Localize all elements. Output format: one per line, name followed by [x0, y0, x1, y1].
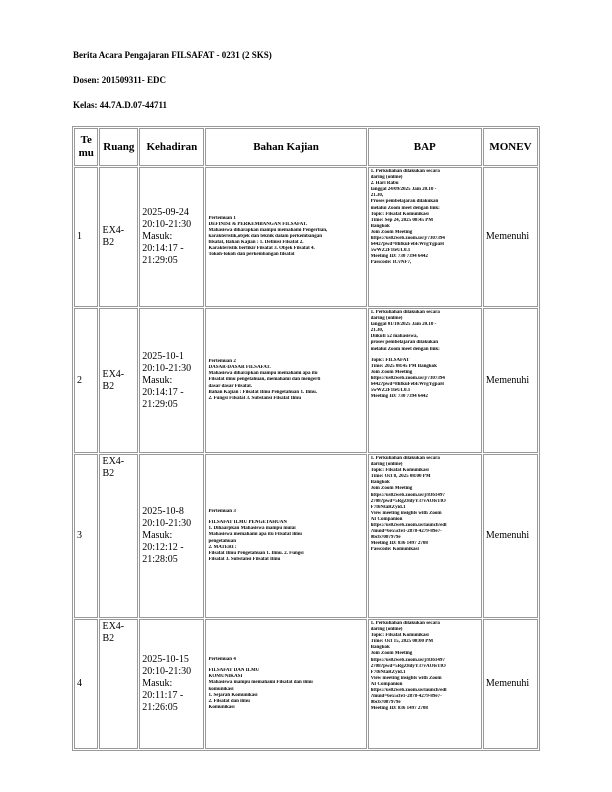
- masuk-time: 20:12:12 - 21:28:05: [142, 542, 184, 565]
- kelas-line: Kelas: 44.7A.D.07-44711: [73, 100, 167, 110]
- bap-line: Diikuti 52 mahasiswa,: [370, 334, 418, 340]
- bahan-line: Filsafat ilmu pengetahuan, memahami dan mengerti: [208, 377, 321, 383]
- bap-line: https://us02web.zoom.us/j/7307394: [370, 375, 445, 381]
- bap-line: Topic: FILSAFAT: [370, 357, 410, 363]
- bap-line: Time: Oct 15, 2025 08:00 PM: [370, 639, 434, 645]
- monev-status: Memenuhi: [485, 374, 530, 386]
- cell-kehadiran: [139, 619, 204, 749]
- document-title: Berita Acara Pengajaran FILSAFAT - 0231 (2 SKS): [73, 50, 272, 60]
- session-time: 20:10-21:30: [142, 219, 192, 230]
- bahan-line: komunikasi: [208, 686, 234, 692]
- bahan-line: Filsafat Ilmu Pengetahuan 1. Ilmu. 2. Fungsi: [208, 550, 304, 556]
- bap-line: https://us02web.zoom.us/j/7307394: [370, 236, 445, 242]
- cell-kehadiran: [139, 454, 204, 618]
- cell-bahan-kajian: [205, 167, 366, 307]
- bap-line: 5wWZ2F1teUL0.1: [370, 248, 411, 254]
- bap-line: ?muid=6e55cfe1-2878-4279-89e7-: [370, 694, 442, 700]
- bap-line: Passcode: ICvNF7,: [370, 260, 412, 266]
- bap-line: 6442?pwd=8hfkuFebEWrgYgpaH: [370, 242, 444, 248]
- session-date: 2025-10-8: [142, 506, 184, 517]
- bap-line: Time: 2025 08:45 PM Bangkok: [370, 363, 437, 369]
- bahan-line: pengetahuan: [208, 538, 236, 544]
- cell-bap: [368, 454, 482, 618]
- bahan-line: Filsafat 3. Substansi Filsafat Ilmu: [208, 556, 281, 562]
- bap-line: daring (online): [370, 462, 403, 468]
- cell-monev: [483, 619, 538, 749]
- bahan-line: Pertemuan 2: [208, 359, 236, 365]
- bap-line: https://us02web.zoom.us/j/8361497: [370, 492, 445, 498]
- bap-line: 21.30,: [370, 193, 384, 199]
- bahan-line: FILSAFAT ILMU PENGETAHUAN: [208, 520, 288, 526]
- bap-line: AI Companion: [370, 681, 403, 687]
- bahan-line: FILSAFAT DAN ILMU: [208, 668, 260, 674]
- bap-line: Topic: Filsafat Komunikasi: [370, 211, 429, 217]
- masuk-time: 20:14:17 - 21:29:05: [142, 243, 184, 266]
- table-header-row: [74, 128, 538, 166]
- table-row: [74, 619, 538, 749]
- column-header-bap: BAP: [368, 128, 482, 166]
- column-header-temu: Te mu: [74, 128, 98, 166]
- pertemuan-number: 1: [77, 231, 82, 242]
- bahan-line: Pertemuan 1: [208, 215, 236, 221]
- masuk-label: Masuk:: [142, 530, 173, 541]
- masuk-label: Masuk:: [142, 678, 173, 689]
- bap-line: Meeting ID: 730 7394 6442: [370, 394, 428, 400]
- room-code: EX4-B2: [102, 225, 125, 248]
- bap-line: F7t6NtaRZyid.1: [370, 669, 406, 675]
- cell-pertemuan-number: [74, 619, 98, 749]
- cell-kehadiran: [139, 308, 204, 453]
- cell-bahan-kajian: [205, 308, 366, 453]
- bap-line: Meeting ID: 836 1497 2708: [370, 706, 428, 712]
- bap-line: 0bcb7087979e: [370, 535, 401, 541]
- cell-bahan-kajian: [205, 454, 366, 618]
- room-code: EX4-B2: [102, 621, 125, 644]
- session-date: 2025-09-24: [142, 207, 189, 218]
- cell-ruang: [99, 308, 138, 453]
- bahan-line: 1. Sejarah Komunikasi: [208, 692, 258, 698]
- pertemuan-number: 4: [77, 678, 82, 689]
- monev-status: Memenuhi: [485, 231, 530, 242]
- cell-pertemuan-number: [74, 308, 98, 453]
- bahan-line: 2. Fungsi Filsafat 3. Substansi Filsafat Ilmu: [208, 395, 302, 401]
- cell-ruang: [99, 454, 138, 618]
- bap-line: ?muid=6e55cfe1-2878-4279-89e7-: [370, 529, 442, 535]
- bahan-line: Karakteristik berfikir Filsafat 3. Objek Filsafat 4.: [208, 246, 315, 252]
- bap-line: 21.30,: [370, 328, 384, 334]
- bahan-line: 2. Filsafat dan ilmu: [208, 698, 250, 704]
- attendance-table: [72, 126, 540, 751]
- bap-line: Bangkok: [370, 480, 390, 486]
- bap-line: 5wWZ2F1teUL0.1: [370, 388, 411, 394]
- bahan-line: 1. Dihaarpkan Mahasiswa mampu mulai: [208, 526, 296, 532]
- bap-line: 1. Perkuliahan dilakukan secara: [370, 621, 440, 626]
- session-time: 20:10-21:30: [142, 362, 192, 374]
- bahan-line: Mahasiswa diharapkan mampu memahami Pengertian,: [208, 227, 328, 233]
- bap-line: https://us02web.zoom.us/launch/edl: [370, 523, 447, 529]
- bap-line: Time: Sep 24, 2025 08:45 PM: [370, 217, 434, 223]
- bahan-line: filsafat, Bahan Kajian : 1. Definisi Filsafat 2.: [208, 240, 304, 246]
- masuk-label: Masuk:: [142, 231, 173, 242]
- cell-monev: [483, 454, 538, 618]
- bap-line: melalui Zoom meet dengan link:: [370, 205, 440, 211]
- bap-line: Join Zoom Meeting: [370, 651, 413, 657]
- bap-line: https://us02web.zoom.us/launch/edl: [370, 688, 447, 694]
- bap-line: https://us02web.zoom.us/j/8361497: [370, 657, 445, 663]
- bahan-line: Mahasiswa diharapkan mampu memahami apa itu: [208, 371, 318, 377]
- table-row: [74, 454, 538, 618]
- session-time: 20:10-21:30: [142, 518, 192, 529]
- bap-line: daring (online): [370, 627, 403, 633]
- bahan-line: karakteristik,objek dan teknik dalam perkembangan: [208, 233, 322, 239]
- bap-line: proses pembelajaran dilakukan: [370, 340, 439, 346]
- cell-ruang: [99, 167, 138, 307]
- cell-pertemuan-number: [74, 167, 98, 307]
- column-header-ruang: Ruang: [99, 128, 138, 166]
- bap-line: tanggal 24/09/2025 Jam 20.10 -: [370, 187, 437, 193]
- bap-line: Time: Oct 8, 2025 08:00 PM: [370, 474, 431, 480]
- bap-line: Join Zoom Meeting: [370, 369, 413, 375]
- cell-monev: [483, 308, 538, 453]
- bap-line: Join Zoom Meeting: [370, 229, 413, 235]
- cell-monev: [483, 167, 538, 307]
- bap-line: Meeting ID: 836 1497 2708: [370, 541, 428, 547]
- dosen-line: Dosen: 201509311- EDC: [73, 75, 167, 85]
- bap-line: Bangkok: [370, 223, 390, 229]
- cell-kehadiran: [139, 167, 204, 307]
- bahan-line: dasar dasar Filsafat.: [208, 383, 253, 389]
- monev-status: Memenuhi: [485, 530, 530, 541]
- bap-line: daring (online): [370, 316, 403, 322]
- bap-line: 2. Hari Rabu: [370, 181, 399, 187]
- bap-line: 1. Perkuliahan dilakukan secara: [370, 169, 440, 174]
- room-code: EX4-B2: [102, 368, 125, 392]
- bahan-line: Mahasiswa memahami apa itu Filsafat ilmu: [208, 532, 302, 538]
- session-date: 2025-10-15: [142, 654, 189, 665]
- bap-line: Passcode: Komunikasi: [370, 547, 419, 553]
- bap-line: Join Zoom Meeting: [370, 486, 413, 492]
- bahan-line: KOMUNIKASI: [208, 674, 243, 680]
- session-date: 2025-10-1: [142, 350, 184, 362]
- masuk-time: 20:14:17 - 21:29:05: [142, 386, 184, 410]
- cell-ruang: [99, 619, 138, 749]
- bap-line: tanggal 01/10/2025 Jam 20.10 -: [370, 322, 437, 328]
- bap-line: 2708?pwd=5RgZ8dyY37vAOtsTlO: [370, 498, 446, 504]
- table-row: [74, 308, 538, 453]
- column-header-bahan-kajian: Bahan Kajian: [205, 128, 366, 166]
- bap-line: Topic: Filsafat Komunikasi: [370, 468, 429, 474]
- table-row: [74, 167, 538, 307]
- bap-line: AI Companion: [370, 516, 403, 522]
- bahan-line: Tokoh-tokoh dan perkembangan filsafat: [208, 252, 295, 258]
- bap-line: 1. Perkuliahan dilakukan secara: [370, 456, 440, 461]
- cell-bap: [368, 308, 482, 453]
- bap-line: F7t6NtaRZyid.1: [370, 504, 406, 510]
- bahan-line: DEFINISI & PERKEMBANGAN FILSAFAT.: [208, 221, 308, 227]
- bahan-line: Komunikasi: [208, 704, 235, 710]
- session-time: 20:10-21:30: [142, 666, 192, 677]
- bap-line: Proses pembelajaran dilakukan: [370, 199, 439, 205]
- room-code: EX4-B2: [102, 456, 125, 479]
- bap-line: melalui Zoom meet dengan link:: [370, 346, 440, 352]
- bap-line: 1. Perkuliahan dilakukan secara: [370, 310, 440, 315]
- bap-line: Bangkok: [370, 645, 390, 651]
- bap-line: View meeting insights with Zoom: [370, 510, 442, 516]
- monev-status: Memenuhi: [485, 678, 530, 689]
- masuk-time: 20:11:17 - 21:26:05: [142, 690, 184, 713]
- bahan-line: DASAR-DASAR FILSAFAT.: [208, 365, 271, 371]
- pertemuan-number: 2: [77, 374, 82, 386]
- bap-line: Topic: Filsafat Komunikasi: [370, 633, 429, 639]
- cell-bap: [368, 167, 482, 307]
- bap-line: 0bcb7087979e: [370, 700, 401, 706]
- bahan-line: 2. MATERI :: [208, 544, 237, 550]
- cell-pertemuan-number: [74, 454, 98, 618]
- masuk-label: Masuk:: [142, 374, 173, 386]
- bahan-line: Mahasiswa mampu memahami Filsafat dan ilmu: [208, 680, 313, 686]
- column-header-kehadiran: Kehadiran: [139, 128, 204, 166]
- bahan-line: Pertemuan 4: [208, 657, 236, 663]
- bap-line: 6442?pwd=8hfkuFebEWrgYgpaH: [370, 382, 444, 388]
- column-header-monev: MONEV: [483, 128, 538, 166]
- bap-line: View meeting insights with Zoom: [370, 675, 442, 681]
- bahan-line: Pertemuan 3: [208, 509, 236, 515]
- bahan-line: Bahan Kajian : Filsafat Ilmu Pengetahuan 1. Ilmu.: [208, 389, 317, 395]
- bap-line: Meeting ID: 730 7394 6442: [370, 254, 428, 260]
- pertemuan-number: 3: [77, 530, 82, 541]
- cell-bahan-kajian: [205, 619, 366, 749]
- cell-bap: [368, 619, 482, 749]
- bap-line: daring (online): [370, 175, 403, 181]
- bap-line: 2708?pwd=5RgZ8dyY37vAOtsTlO: [370, 663, 446, 669]
